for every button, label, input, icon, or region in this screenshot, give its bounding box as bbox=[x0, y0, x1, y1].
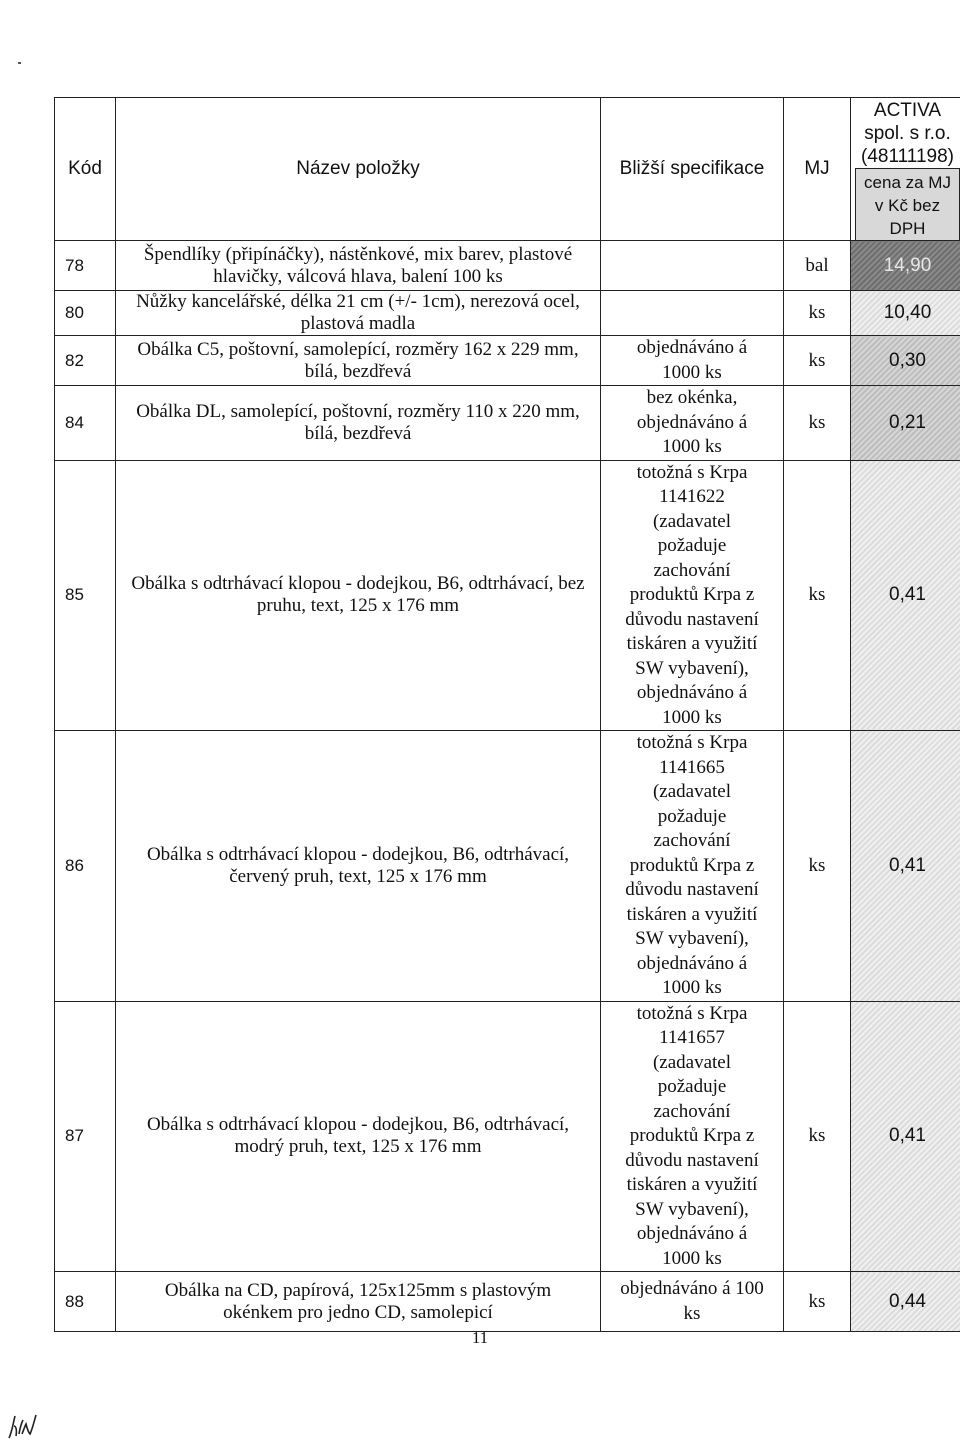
specification-line: 1000 ks bbox=[662, 1247, 722, 1269]
item-name-line: červený pruh, text, 125 x 176 mm bbox=[229, 865, 487, 887]
item-specification bbox=[601, 460, 784, 731]
item-code: 86 bbox=[55, 731, 116, 1002]
item-name-line: bílá, bezdřevá bbox=[304, 422, 412, 444]
item-name-line: Obálka s odtrhávací klopou - dodejkou, B6, odtrhávací, bbox=[146, 1114, 570, 1136]
specification-line: SW vybavení), bbox=[635, 1198, 749, 1220]
unit-price: 0,41 bbox=[851, 1001, 960, 1272]
specification-line: objednáváno á bbox=[636, 411, 748, 433]
unit-price: 0,41 bbox=[851, 731, 960, 1002]
item-code: 80 bbox=[55, 291, 116, 336]
specification-line: 1141622 bbox=[659, 486, 725, 507]
item-name-line: Obálka s odtrhávací klopou - dodejkou, B6, odtrhávací, bbox=[146, 843, 570, 865]
unit-of-measure: ks bbox=[784, 731, 851, 1002]
item-code: 82 bbox=[55, 336, 116, 386]
specification-line: tiskáren a využití bbox=[626, 633, 758, 654]
table-row bbox=[55, 386, 960, 461]
price-label-line: DPH bbox=[889, 219, 926, 238]
specification-line: (zadavatel bbox=[652, 781, 732, 802]
item-specification bbox=[601, 291, 784, 336]
specification-line: bez okénka, bbox=[646, 387, 738, 408]
unit-of-measure: bal bbox=[784, 241, 851, 291]
header-mj: MJ bbox=[784, 98, 851, 241]
item-name bbox=[116, 1272, 601, 1332]
scan-speck bbox=[18, 62, 21, 64]
specification-line: důvodu nastavení bbox=[625, 879, 759, 900]
item-name-line: hlavičky, válcová hlava, balení 100 ks bbox=[213, 265, 503, 287]
item-name bbox=[116, 1001, 601, 1272]
header-specifikace: Bližší specifikace bbox=[601, 98, 784, 241]
specification-line: totožná s Krpa bbox=[636, 732, 748, 753]
specification-line: totožná s Krpa bbox=[636, 1002, 748, 1024]
specification-line: tiskáren a využití bbox=[626, 1174, 758, 1195]
vendor-name bbox=[851, 98, 960, 168]
item-code: 88 bbox=[55, 1272, 116, 1332]
specification-line: 1000 ks bbox=[662, 706, 722, 728]
specification-line: objednáváno á bbox=[636, 337, 748, 358]
specification-line: důvodu nastavení bbox=[625, 608, 759, 630]
price-label bbox=[855, 168, 960, 240]
price-label-line: cena za MJ bbox=[864, 173, 951, 192]
unit-of-measure: ks bbox=[784, 1001, 851, 1272]
specification-line: ks bbox=[683, 1302, 701, 1324]
item-code: 78 bbox=[55, 241, 116, 291]
table-row bbox=[55, 1272, 960, 1332]
handwritten-signature bbox=[6, 1412, 40, 1447]
specification-line: požaduje bbox=[657, 805, 727, 827]
specification-line: SW vybavení), bbox=[635, 928, 749, 949]
specification-line: 1000 ks bbox=[662, 977, 722, 998]
table-row bbox=[55, 731, 960, 1002]
item-name bbox=[116, 291, 601, 336]
item-specification bbox=[601, 1001, 784, 1272]
specification-line: 1141657 bbox=[659, 1027, 725, 1048]
specification-line: (zadavatel bbox=[652, 1051, 732, 1073]
item-specification bbox=[601, 1272, 784, 1332]
item-name-line: modrý pruh, text, 125 x 176 mm bbox=[234, 1136, 482, 1158]
page-number: 11 bbox=[471, 1328, 489, 1347]
specification-line: objednáváno á 100 bbox=[620, 1278, 764, 1299]
table-body bbox=[55, 241, 960, 1332]
item-code: 87 bbox=[55, 1001, 116, 1272]
specification-line: zachování bbox=[653, 1100, 731, 1122]
specification-line: (zadavatel bbox=[652, 510, 732, 532]
table-row bbox=[55, 241, 960, 291]
unit-of-measure: ks bbox=[784, 460, 851, 731]
price-list-table-wrapper bbox=[54, 97, 960, 1332]
unit-of-measure: ks bbox=[784, 291, 851, 336]
item-name bbox=[116, 336, 601, 386]
vendor-line: spol. s r.o. bbox=[864, 123, 951, 144]
specification-line: produktů Krpa z bbox=[629, 584, 755, 605]
header-price bbox=[851, 98, 960, 241]
header-nazev: Název položky bbox=[116, 98, 601, 241]
item-name-line: plastová madla bbox=[300, 313, 416, 334]
specification-line: 1000 ks bbox=[662, 361, 722, 383]
item-name bbox=[116, 731, 601, 1002]
table-header-row bbox=[55, 98, 960, 241]
item-name-line: Nůžky kancelářské, délka 21 cm (+/- 1cm), nerezová ocel, bbox=[136, 291, 580, 312]
item-name-line: Obálka s odtrhávací klopou - dodejkou, B6, odtrhávací, bez bbox=[131, 573, 585, 595]
specification-line: požaduje bbox=[657, 535, 727, 556]
unit-of-measure: ks bbox=[784, 336, 851, 386]
item-name-line: Špendlíky (připínáčky), nástěnkové, mix barev, plastové bbox=[143, 243, 573, 265]
specification-line: totožná s Krpa bbox=[636, 461, 748, 483]
unit-price: 14,90 bbox=[851, 241, 960, 291]
unit-price: 0,44 bbox=[851, 1272, 960, 1332]
unit-price: 0,30 bbox=[851, 336, 960, 386]
unit-of-measure: ks bbox=[784, 386, 851, 461]
item-name-line: pruhu, text, 125 x 176 mm bbox=[256, 595, 460, 617]
table-row bbox=[55, 291, 960, 336]
specification-line: objednáváno á bbox=[636, 952, 748, 974]
item-name-line: Obálka DL, samolepící, poštovní, rozměry 110 x 220 mm, bbox=[136, 400, 580, 422]
specification-line: objednáváno á bbox=[636, 682, 748, 703]
item-code: 84 bbox=[55, 386, 116, 461]
item-specification bbox=[601, 241, 784, 291]
item-name-line: Obálka na CD, papírová, 125x125mm s plastovým bbox=[164, 1279, 552, 1301]
vendor-line: ACTIVA bbox=[873, 100, 942, 121]
specification-line: produktů Krpa z bbox=[629, 854, 755, 876]
specification-line: zachování bbox=[653, 830, 731, 851]
price-list-table bbox=[54, 97, 960, 1332]
specification-line: požaduje bbox=[657, 1076, 727, 1097]
specification-line: produktů Krpa z bbox=[629, 1125, 755, 1146]
item-name bbox=[116, 460, 601, 731]
vendor-id: (48111198) bbox=[861, 146, 954, 167]
unit-of-measure: ks bbox=[784, 1272, 851, 1332]
item-name-line: Obálka C5, poštovní, samolepící, rozměry 162 x 229 mm, bbox=[137, 338, 579, 360]
table-row bbox=[55, 460, 960, 731]
unit-price: 10,40 bbox=[851, 291, 960, 336]
specification-line: zachování bbox=[653, 559, 731, 581]
item-specification bbox=[601, 336, 784, 386]
price-label-line: v Kč bez bbox=[874, 196, 941, 215]
specification-line: důvodu nastavení bbox=[625, 1149, 759, 1171]
specification-line: 1000 ks bbox=[662, 436, 722, 457]
item-specification bbox=[601, 731, 784, 1002]
table-row bbox=[55, 336, 960, 386]
item-code: 85 bbox=[55, 460, 116, 731]
item-name-line: bílá, bezdřevá bbox=[304, 360, 412, 382]
item-name-line: okénkem pro jedno CD, samolepicí bbox=[223, 1301, 493, 1323]
item-name bbox=[116, 241, 601, 291]
header-kod: Kód bbox=[55, 98, 116, 241]
unit-price: 0,21 bbox=[851, 386, 960, 461]
unit-price: 0,41 bbox=[851, 460, 960, 731]
specification-line: tiskáren a využití bbox=[626, 903, 758, 925]
specification-line: SW vybavení), bbox=[635, 657, 749, 679]
item-specification bbox=[601, 386, 784, 461]
item-name bbox=[116, 386, 601, 461]
specification-line: 1141665 bbox=[659, 756, 725, 778]
table-row bbox=[55, 1001, 960, 1272]
specification-line: objednáváno á bbox=[636, 1223, 748, 1244]
